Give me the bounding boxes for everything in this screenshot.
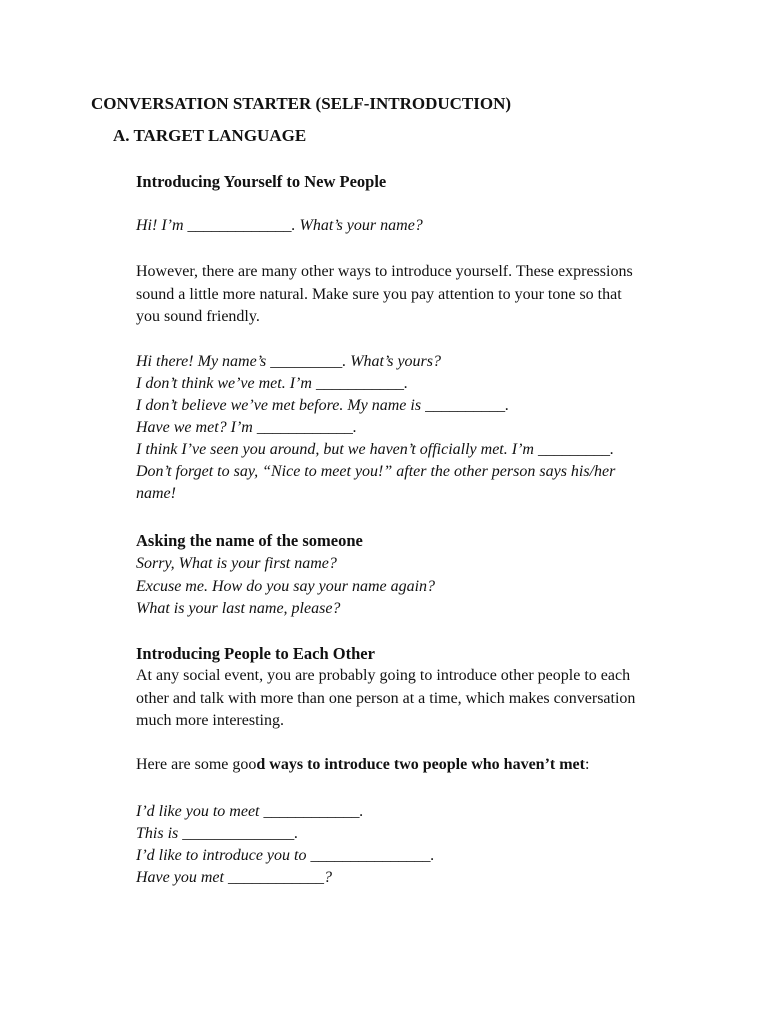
paragraph-line: sound a little more natural. Make sure you pay attention to your tone so that: [136, 285, 622, 303]
expression-list: [136, 351, 696, 505]
introduction-item: I’d like you to meet ____________.: [136, 803, 364, 820]
introduction-item: I’d like to introduce you to _______________.: [136, 847, 435, 864]
expression-item: Don’t forget to say, “Nice to meet you!” after the other person says his/her: [136, 463, 616, 480]
expression-item: I think I’ve seen you around, but we haven’t officially met. I’m _________.: [136, 441, 614, 458]
heading-introducing-yourself: Introducing Yourself to New People: [136, 172, 387, 191]
paragraph-line: much more interesting.: [136, 712, 284, 729]
paragraph-line: At any social event, you are probably going to introduce other people to each: [136, 667, 631, 684]
expression-item: Hi there! My name’s _________. What’s yours?: [136, 353, 442, 370]
paragraph-social-event: [136, 665, 696, 733]
expression-item: Have we met? I’m ____________.: [136, 419, 357, 436]
introduction-ways-list: [136, 801, 696, 889]
asking-list: [136, 553, 696, 621]
expression-item: name!: [136, 485, 176, 502]
ways-prefix: Here are some goo: [136, 756, 257, 773]
asking-item: Sorry, What is your first name?: [136, 555, 337, 572]
expression-item: I don’t believe we’ve met before. My name is __________.: [136, 397, 510, 414]
document-title: CONVERSATION STARTER (SELF-INTRODUCTION): [91, 94, 512, 113]
paragraph-line: you sound friendly.: [136, 308, 260, 325]
introduction-item: This is ______________.: [136, 825, 299, 842]
ways-bold-text: d ways to introduce two people who haven’t met: [256, 756, 585, 773]
paragraph-other-ways: [136, 261, 696, 329]
asking-item: Excuse me. How do you say your name again?: [136, 577, 436, 595]
intro-example-line: Hi! I’m _____________. What’s your name?: [136, 217, 423, 234]
paragraph-line: However, there are many other ways to introduce yourself. These expressions: [136, 263, 633, 280]
ways-suffix: :: [584, 756, 590, 773]
section-heading-a: A. TARGET LANGUAGE: [113, 126, 307, 145]
heading-introducing-people: Introducing People to Each Other: [136, 644, 375, 663]
asking-item: What is your last name, please?: [136, 600, 341, 617]
heading-asking-name: Asking the name of the someone: [136, 531, 363, 550]
paragraph-line: other and talk with more than one person at a time, which makes conversation: [136, 689, 636, 707]
ways-intro-line: [136, 756, 589, 774]
expression-item: I don’t think we’ve met. I’m ___________.: [136, 375, 408, 392]
introduction-item: Have you met ____________?: [136, 869, 332, 886]
